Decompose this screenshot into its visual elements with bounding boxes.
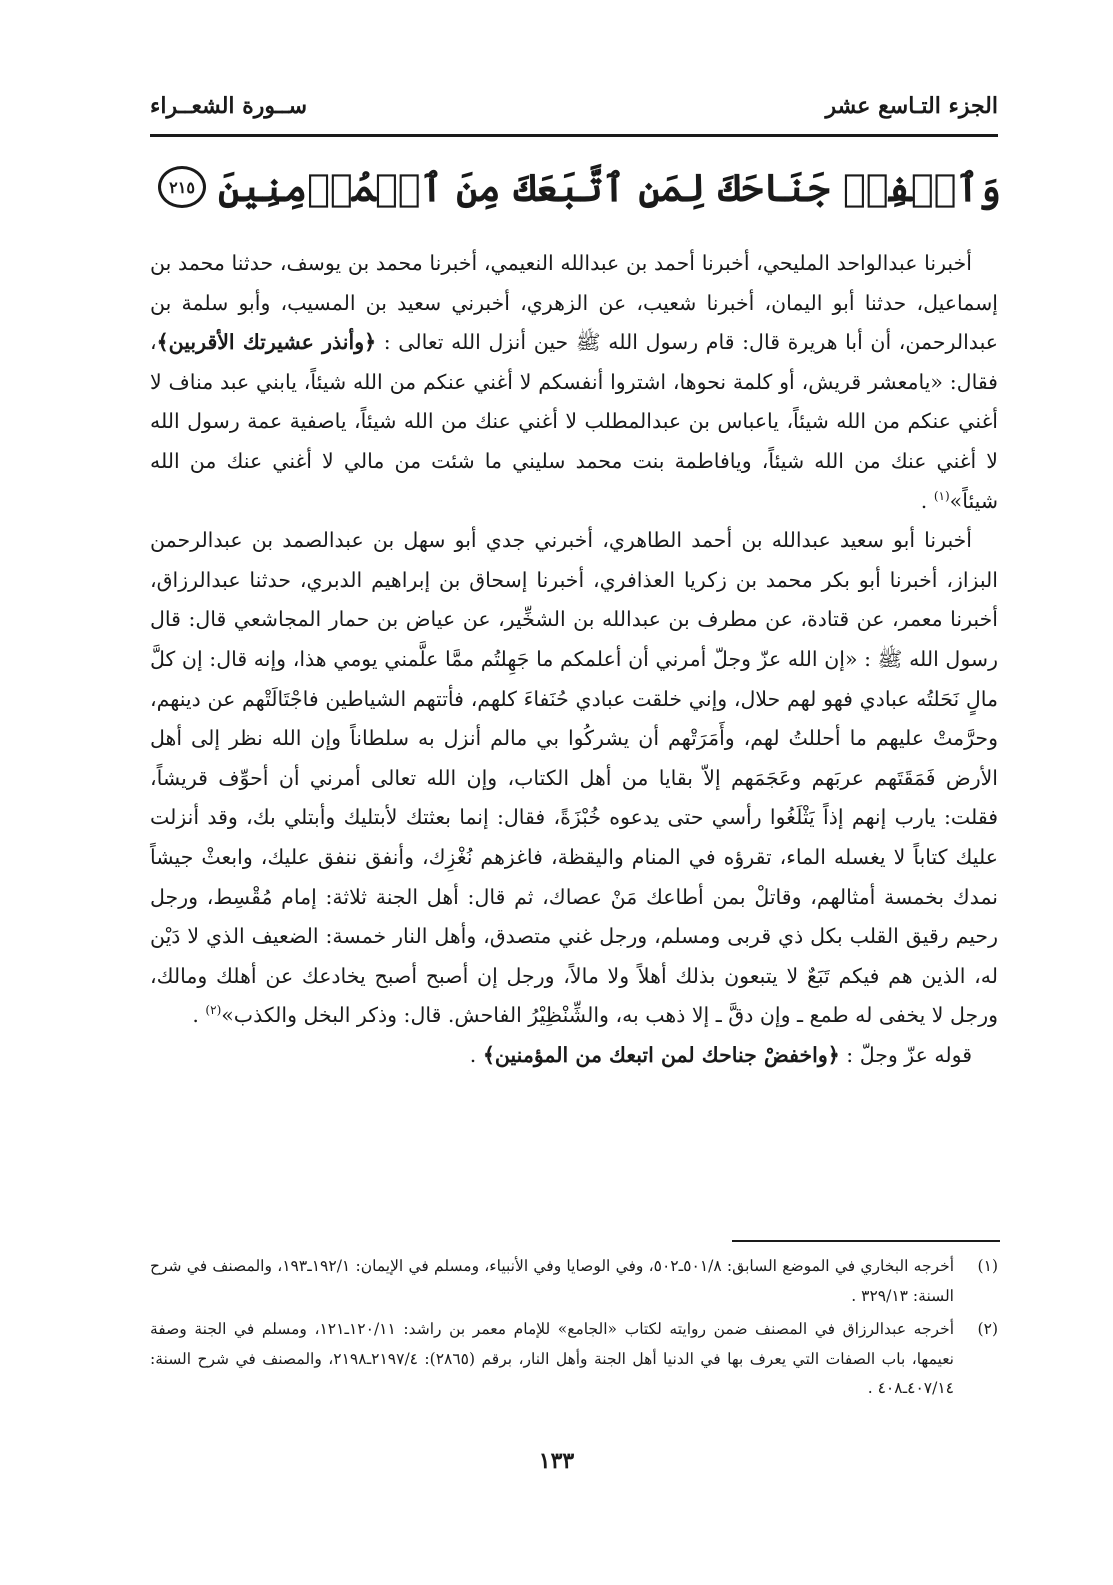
header-part-title: الجزء التـاسع عشر — [825, 93, 998, 119]
verse-text: وَٱخۡفِضۡ جَنَاحَكَ لِمَنِ ٱتَّبَعَكَ مِنَ ٱلۡمُؤۡمِنِينَ — [218, 164, 1001, 210]
p1-text-a: أخبرنا عبدالواحد المليحي، أخبرنا أحمد بن عبدالله النعيمي، أخبرنا محمد بن يوسف، حدثنا محمد بن إسماعيل، حدثنا أبو اليمان، أخبرنا شعيب، عن الزهري، أخبرني سعيد بن المسيب، وأبو سلمة بن عبدالرحمن، أن أبا هريرة قال: قام رسول الله ﷺ حين أنزل الله تعالى : — [150, 251, 998, 355]
commentary-body — [150, 244, 998, 1075]
running-header — [150, 86, 998, 126]
footnote-divider — [732, 1240, 1000, 1242]
footnote-ref-1: (١) — [933, 488, 950, 503]
p3-verse-quote: ﴿واخفضْ جناحك لمن اتبعك من المؤمنين﴾ — [482, 1042, 840, 1067]
footnote-number: (١) — [977, 1257, 998, 1275]
paragraph-3 — [150, 1036, 998, 1076]
paragraph-1 — [150, 244, 998, 521]
quran-verse — [141, 152, 1001, 222]
p1-verse-quote: ﴿وأنذر عشيرتك الأقربين﴾ — [156, 330, 377, 355]
p1-end: . — [920, 488, 934, 513]
footnotes — [150, 1252, 998, 1408]
page-number: ١٣٣ — [538, 1448, 575, 1474]
footnote-number: (٢) — [977, 1320, 998, 1338]
footnote-ref-2: (٢) — [205, 1003, 222, 1018]
p1-text-b: ، فقال: «يامعشر قريش، أو كلمة نحوها، اشتروا أنفسكم لا أغني عنكم من الله شيئاً، يابني عبد مناف لا أغني عنكم من الله شيئاً، ياعباس بن عبدالمطلب لا أغني عنك من الله شيئاً، ياصفية عمة رسول الله لا أغني عنك من الله شيئاً، ويافاطمة بنت محمد سليني ما شئت من مالي لا أغني عنك من الله شيئاً» — [150, 330, 998, 513]
footnote-text: أخرجه عبدالرزاق في المصنف ضمن روايته لكتاب «الجامع» للإمام معمر بن راشد: ١٢٠/١١ـ١٢١، ومسلم في الجنة وصفة نعيمها، باب الصفات التي يعرف بها في الدنيا أهل الجنة وأهل النار، برقم (٢٨٦٥): ٢١٩٧/٤ـ٢١٩٨، والمصنف في شرح السنة: ٤٠٧/١٤ـ٤٠٨ . — [150, 1320, 955, 1397]
footnote-item — [150, 1252, 998, 1311]
p3-text-a: قوله عزّ وجلّ : — [839, 1042, 972, 1067]
footnote-item — [150, 1315, 998, 1404]
header-surah-title: ســورة الشعــراء — [150, 93, 308, 119]
p2-end: . — [192, 1003, 206, 1028]
p3-end: . — [469, 1042, 483, 1067]
p2-text: أخبرنا أبو سعيد عبدالله بن أحمد الطاهري، أخبرني جدي أبو سهل بن عبدالصمد بن عبدالرحمن البزاز، أخبرنا أبو بكر محمد بن زكريا العذافري، أخبرنا إسحاق بن إبراهيم الدبري، حدثنا عبدالرزاق، أخبرنا معمر، عن قتادة، عن مطرف بن عبدالله بن الشخِّير، عن عياض بن حمار المجاشعي قال: قال رسول الله ﷺ : «إن الله عزّ وجلّ أمرني أن أعلمكم ما جَهِلتُم ممَّا علَّمني يومي هذا، وإنه قال: إن كلَّ مالٍ نَحَلتُه عبادي فهو لهم حلال، وإني خلقت عبادي حُنَفاءَ كلهم، فأتتهم الشياطين فاجْتَالَتْهم عن دينهم، وحرَّمتْ عليهم ما أحللتُ لهم، وأَمَرَتْهم أن يشركُوا بي مالم أنزل به سلطاناً وإن الله نظر إلى أهل الأرض فَمَقَتَهم عربَهم وعَجَمَهم إلاّ بقايا من أهل الكتاب، وإن الله تعالى أمرني أن أحوِّف قريشاً، فقلت: يارب إنهم إذاً يَثْلَغُوا رأسي حتى يدعوه خُبْزَةً، فقال: إنما بعثتك لأبتليك وأبتلي بك، وقد أنزلت عليك كتاباً لا يغسله الماء، تقرؤه في المنام واليقظة، فاغزهم نُغْزِك، وأنفق ننفق عليك، وابعثْ جيشاً نمدك بخمسة أمثالهم، وقاتلْ بمن أطاعك مَنْ عصاك، ثم قال: أهل الجنة ثلاثة: إمام مُقْسِط، ورجل رحيم رقيق القلب بكل ذي قربى ومسلم، ورجل غني متصدق، وأهل النار خمسة: الضعيف الذي لا دَيْن له، الذين هم فيكم تَبَعٌ لا يتبعون بذلك أهلاً ولا مالاً، ورجل إن أصبح أصبح يخادعك عن أهلك ومالك، ورجل لا يخفى له طمع ـ وإن دقَّ ـ إلا ذهب به، والشِّنْظِيْرُ الفاحش. قال: وذكر البخل والكذب» — [150, 528, 998, 1028]
verse-number-badge: ٢١٥ — [158, 166, 206, 208]
footnote-text: أخرجه البخاري في الموضع السابق: ٥٠١/٨ـ٥٠٢، وفي الوصايا وفي الأنبياء، ومسلم في الإيمان: ١٩٢/١ـ١٩٣، والمصنف في شرح السنة: ٣٢٩/١٣ . — [150, 1257, 954, 1305]
header-divider — [150, 134, 998, 137]
paragraph-2 — [150, 521, 998, 1036]
